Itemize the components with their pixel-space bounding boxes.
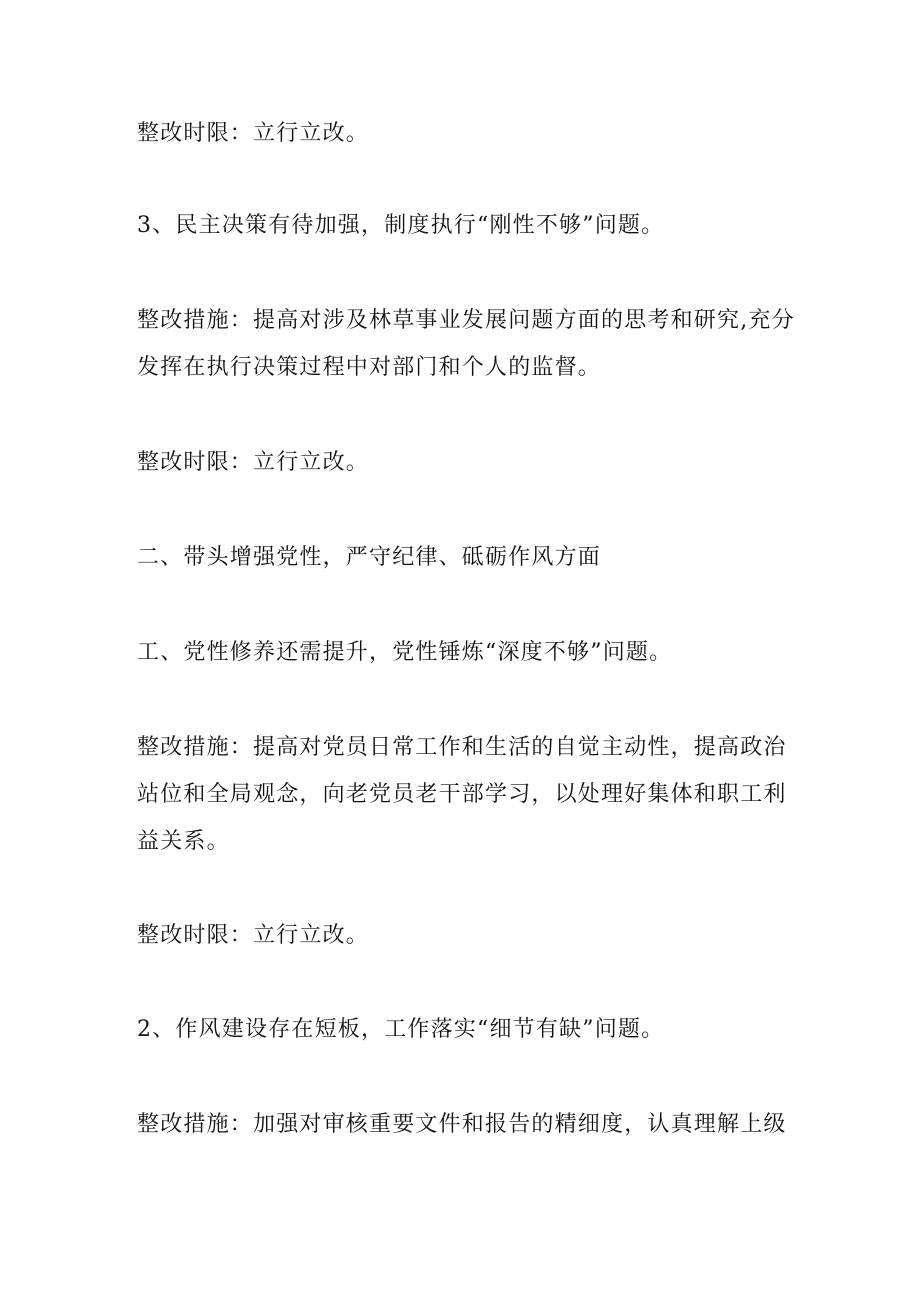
- paragraph-issue-3: 3、民主决策有待加强，制度执行“刚性不够”问题。: [137, 213, 665, 238]
- paragraph-issue-2: 2、作风建设存在短板，工作落实“细节有缺”问题。: [137, 1017, 665, 1042]
- section-heading-2: 二、带头增强党性，严守纪律、砥砺作风方面: [137, 545, 602, 570]
- paragraph-deadline-1: 整改时限：立行立改。: [137, 121, 370, 146]
- paragraph-issue-1: 工、党性修养还需提升，党性锤炼“深度不够”问题。: [137, 640, 673, 665]
- paragraph-measures-3: 整改措施：加强对审核重要文件和报告的精细度，认真理解上级: [137, 1112, 787, 1137]
- paragraph-deadline-3: 整改时限：立行立改。: [137, 923, 370, 948]
- paragraph-measures-1: 整改措施：提高对涉及林草事业发展问题方面的思考和研究,充分发挥在执行决策过程中对部门和个人的监督。: [137, 308, 795, 380]
- paragraph-measures-2: 整改措施：提高对党员日常工作和生活的自觉主动性，提高政治站位和全局观念，向老党员老干部学习，以处理好集体和职工利益关系。: [137, 735, 787, 854]
- paragraph-deadline-2: 整改时限：立行立改。: [137, 450, 370, 475]
